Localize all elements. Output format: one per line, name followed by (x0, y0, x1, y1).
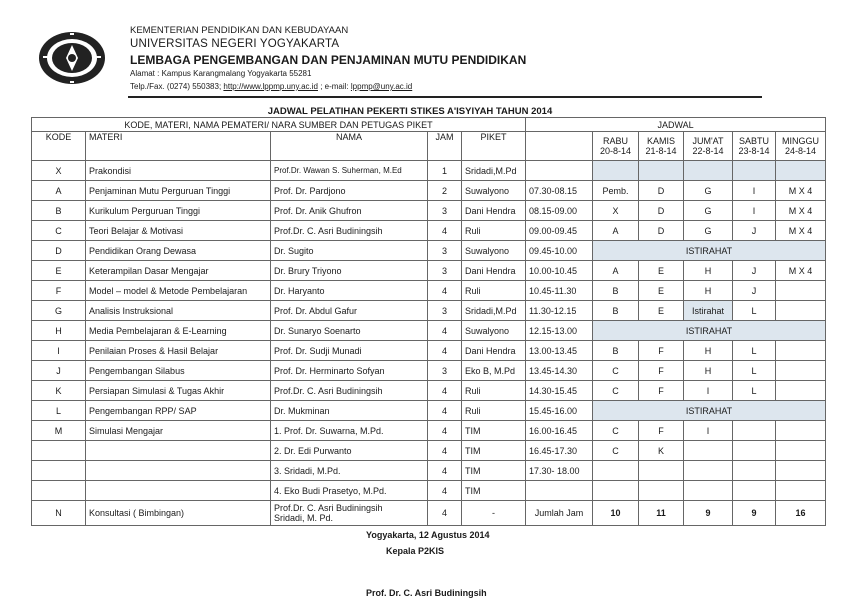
cell-day-5 (776, 361, 826, 381)
day-name: MINGGU (782, 136, 820, 146)
address: Alamat : Kampus Karangmalang Yogyakarta 55281 (130, 69, 312, 78)
cell-nama: Dr. Mukminan (271, 401, 428, 421)
cell-kode: C (32, 221, 86, 241)
cell-materi: Prakondisi (86, 161, 271, 181)
col-header-jam: JAM (428, 132, 462, 161)
cell-jam: 1 (428, 161, 462, 181)
cell-kode: G (32, 301, 86, 321)
cell-day-1: C (593, 441, 639, 461)
table-row (32, 201, 826, 221)
cell-day-2: D (639, 221, 684, 241)
cell-day-3: I (684, 421, 733, 441)
cell-day-3 (684, 161, 733, 181)
cell-day-4: I (733, 201, 776, 221)
cell-piket: Dani Hendra (462, 261, 526, 281)
cell-day-2: F (639, 421, 684, 441)
cell-materi (86, 481, 271, 501)
cell-kode: N (32, 501, 86, 526)
cell-materi (86, 461, 271, 481)
cell-jam: 4 (428, 501, 462, 526)
table-row (32, 361, 826, 381)
day-name: SABTU (738, 136, 769, 146)
col-header-day-5 (776, 132, 826, 161)
cell-materi (86, 441, 271, 461)
cell-day-4 (733, 421, 776, 441)
cell-materi: Simulasi Mengajar (86, 421, 271, 441)
table-row (32, 401, 826, 421)
table-row (32, 481, 826, 501)
cell-day-5: M X 4 (776, 221, 826, 241)
ministry-name: KEMENTERIAN PENDIDIKAN DAN KEBUDAYAAN (130, 25, 349, 36)
cell-materi: Kurikulum Perguruan Tinggi (86, 201, 271, 221)
cell-day-1: C (593, 361, 639, 381)
cell-day-1: C (593, 421, 639, 441)
cell-day-4: L (733, 381, 776, 401)
table-row (32, 501, 826, 526)
table-row (32, 341, 826, 361)
cell-day-3: Istirahat (684, 301, 733, 321)
cell-piket: Sridadi,M.Pd (462, 161, 526, 181)
cell-day-4: J (733, 261, 776, 281)
cell-piket: Suwalyono (462, 241, 526, 261)
cell-day-4: L (733, 341, 776, 361)
nama-line: Prof.Dr. C. Asri Budiningsih (274, 503, 383, 513)
cell-nama: Prof. Dr. Anik Ghufron (271, 201, 428, 221)
cell-jam: 4 (428, 381, 462, 401)
cell-materi: Persiapan Simulasi & Tugas Akhir (86, 381, 271, 401)
cell-day-3: G (684, 221, 733, 241)
cell-materi: Analisis Instruksional (86, 301, 271, 321)
cell-jam: 4 (428, 281, 462, 301)
cell-time: 09.00-09.45 (526, 221, 593, 241)
cell-day-2: F (639, 381, 684, 401)
cell-day-3 (684, 481, 733, 501)
table-row (32, 241, 826, 261)
cell-day-3 (684, 461, 733, 481)
email-link[interactable]: lppmp@uny.ac.id (350, 82, 413, 91)
cell-time: 14.30-15.45 (526, 381, 593, 401)
cell-jam: 4 (428, 221, 462, 241)
cell-jam: 3 (428, 361, 462, 381)
cell-materi: Penjaminan Mutu Perguruan Tinggi (86, 181, 271, 201)
cell-piket: TIM (462, 481, 526, 501)
cell-time: 09.45-10.00 (526, 241, 593, 261)
cell-day-2: F (639, 341, 684, 361)
cell-day-1: X (593, 201, 639, 221)
cell-piket: - (462, 501, 526, 526)
cell-day-5 (776, 441, 826, 461)
cell-day-4 (733, 441, 776, 461)
cell-day-2: D (639, 181, 684, 201)
total-day-1: 10 (593, 501, 639, 526)
cell-day-5 (776, 481, 826, 501)
university-logo (37, 30, 107, 86)
cell-nama: Prof. Dr. Abdul Gafur (271, 301, 428, 321)
cell-nama: 3. Sridadi, M.Pd. (271, 461, 428, 481)
col-header-materi: MATERI (86, 132, 271, 161)
total-day-4: 9 (733, 501, 776, 526)
cell-day-2 (639, 461, 684, 481)
break-cell: ISTIRAHAT (593, 401, 826, 421)
table-row (32, 301, 826, 321)
table-row (32, 221, 826, 241)
phone: Telp./Fax. (0274) 550383; (130, 82, 222, 91)
cell-day-5: M X 4 (776, 261, 826, 281)
cell-day-4 (733, 161, 776, 181)
cell-jam: 4 (428, 341, 462, 361)
cell-nama: Prof. Dr. Sudji Munadi (271, 341, 428, 361)
cell-day-1: B (593, 341, 639, 361)
cell-materi: Model – model & Metode Pembelajaran (86, 281, 271, 301)
cell-nama: Prof. Dr. Pardjono (271, 181, 428, 201)
cell-piket: TIM (462, 461, 526, 481)
break-cell: ISTIRAHAT (593, 241, 826, 261)
cell-time: 10.00-10.45 (526, 261, 593, 281)
cell-kode: E (32, 261, 86, 281)
cell-day-4: J (733, 281, 776, 301)
cell-time: Jumlah Jam (526, 501, 593, 526)
cell-time (526, 481, 593, 501)
cell-time: 10.45-11.30 (526, 281, 593, 301)
cell-jam: 2 (428, 181, 462, 201)
cell-materi: Pengembangan RPP/ SAP (86, 401, 271, 421)
day-date: 22-8-14 (692, 146, 724, 156)
cell-kode: L (32, 401, 86, 421)
cell-jam: 4 (428, 421, 462, 441)
nama-line: Sridadi, M. Pd. (274, 513, 334, 523)
cell-piket: Eko B, M.Pd (462, 361, 526, 381)
cell-time: 16.45-17.30 (526, 441, 593, 461)
cell-piket: Suwalyono (462, 181, 526, 201)
university-name: UNIVERSITAS NEGERI YOGYAKARTA (130, 38, 340, 50)
cell-jam: 3 (428, 301, 462, 321)
cell-day-1: B (593, 301, 639, 321)
cell-nama (271, 501, 428, 526)
group-header-left: KODE, MATERI, NAMA PEMATERI/ NARA SUMBER DAN PETUGAS PIKET (32, 118, 526, 132)
day-date: 20-8-14 (599, 146, 632, 156)
cell-day-3: G (684, 201, 733, 221)
cell-nama: Dr. Sunaryo Soenarto (271, 321, 428, 341)
signatory-position: Kepala P2KIS (386, 546, 445, 556)
cell-kode: I (32, 341, 86, 361)
contact-line (130, 83, 412, 91)
day-name: KAMIS (646, 136, 675, 146)
col-header-day-2 (639, 132, 684, 161)
cell-time: 07.30-08.15 (526, 181, 593, 201)
cell-kode: X (32, 161, 86, 181)
cell-day-4 (733, 461, 776, 481)
table-row (32, 321, 826, 341)
cell-nama: Prof.Dr. C. Asri Budiningsih (271, 381, 428, 401)
table-row (32, 281, 826, 301)
break-cell: ISTIRAHAT (593, 321, 826, 341)
cell-day-5 (776, 301, 826, 321)
cell-day-1: A (593, 221, 639, 241)
table-row (32, 261, 826, 281)
cell-jam: 3 (428, 261, 462, 281)
cell-jam: 3 (428, 241, 462, 261)
cell-day-1 (593, 161, 639, 181)
cell-time: 12.15-13.00 (526, 321, 593, 341)
cell-day-1 (593, 461, 639, 481)
cell-day-2: K (639, 441, 684, 461)
cell-day-1: C (593, 381, 639, 401)
cell-piket: Ruli (462, 381, 526, 401)
cell-kode: J (32, 361, 86, 381)
day-date: 24-8-14 (785, 146, 817, 156)
email-label: ; e-mail: (320, 82, 349, 91)
day-name: RABU (602, 136, 628, 146)
cell-day-4: L (733, 361, 776, 381)
cell-day-5 (776, 381, 826, 401)
cell-kode: F (32, 281, 86, 301)
website-link[interactable]: http://www.lppmp.uny.ac.id (223, 82, 318, 91)
cell-jam: 4 (428, 401, 462, 421)
cell-materi: Teori Belajar & Motivasi (86, 221, 271, 241)
day-date: 21-8-14 (645, 146, 677, 156)
cell-piket: Suwalyono (462, 321, 526, 341)
total-day-2: 11 (639, 501, 684, 526)
cell-piket: Sridadi,M.Pd (462, 301, 526, 321)
cell-day-4 (733, 481, 776, 501)
table-row (32, 461, 826, 481)
institute-name: LEMBAGA PENGEMBANGAN DAN PENJAMINAN MUTU PENDIDIKAN (130, 53, 527, 67)
cell-day-5: M X 4 (776, 201, 826, 221)
cell-nama: Dr. Sugito (271, 241, 428, 261)
cell-day-2: E (639, 261, 684, 281)
cell-day-2: F (639, 361, 684, 381)
cell-day-3: H (684, 341, 733, 361)
cell-day-2: E (639, 281, 684, 301)
cell-day-5 (776, 461, 826, 481)
cell-piket: TIM (462, 421, 526, 441)
cell-time: 16.00-16.45 (526, 421, 593, 441)
col-header-piket: PIKET (462, 132, 526, 161)
cell-day-1: B (593, 281, 639, 301)
schedule-table (31, 117, 826, 526)
cell-day-1: A (593, 261, 639, 281)
cell-day-3: H (684, 261, 733, 281)
cell-nama: Prof.Dr. C. Asri Budiningsih (271, 221, 428, 241)
col-header-nama: NAMA (271, 132, 428, 161)
cell-day-3: G (684, 181, 733, 201)
col-header-day-1 (593, 132, 639, 161)
cell-day-2: E (639, 301, 684, 321)
cell-materi: Konsultasi ( Bimbingan) (86, 501, 271, 526)
cell-day-1 (593, 481, 639, 501)
cell-day-4: I (733, 181, 776, 201)
cell-kode: D (32, 241, 86, 261)
table-row (32, 161, 826, 181)
cell-piket: Ruli (462, 221, 526, 241)
cell-day-5 (776, 161, 826, 181)
cell-materi: Penilaian Proses & Hasil Belajar (86, 341, 271, 361)
cell-kode: H (32, 321, 86, 341)
cell-nama: 1. Prof. Dr. Suwarna, M.Pd. (271, 421, 428, 441)
place-date: Yogyakarta, 12 Agustus 2014 (366, 530, 490, 540)
day-name: JUM'AT (692, 136, 724, 146)
table-row (32, 181, 826, 201)
cell-time: 13.00-13.45 (526, 341, 593, 361)
cell-jam: 4 (428, 441, 462, 461)
cell-day-5 (776, 421, 826, 441)
cell-time: 13.45-14.30 (526, 361, 593, 381)
cell-day-4: J (733, 221, 776, 241)
col-header-time (526, 132, 593, 161)
cell-nama: Prof. Dr. Herminarto Sofyan (271, 361, 428, 381)
table-row (32, 441, 826, 461)
cell-materi: Pengembangan Silabus (86, 361, 271, 381)
total-day-5: 16 (776, 501, 826, 526)
cell-kode (32, 461, 86, 481)
cell-time: 15.45-16.00 (526, 401, 593, 421)
cell-day-1: Pemb. (593, 181, 639, 201)
letterhead-divider (128, 96, 762, 98)
cell-nama: 4. Eko Budi Prasetyo, M.Pd. (271, 481, 428, 501)
cell-day-3: H (684, 281, 733, 301)
cell-piket: TIM (462, 441, 526, 461)
signatory-name: Prof. Dr. C. Asri Budiningsih (366, 588, 487, 598)
cell-time: 11.30-12.15 (526, 301, 593, 321)
cell-day-5 (776, 341, 826, 361)
cell-day-2 (639, 481, 684, 501)
day-date: 23-8-14 (738, 146, 770, 156)
cell-day-5: M X 4 (776, 181, 826, 201)
cell-piket: Dani Hendra (462, 201, 526, 221)
table-row (32, 421, 826, 441)
cell-time: 08.15-09.00 (526, 201, 593, 221)
cell-nama: Dr. Brury Triyono (271, 261, 428, 281)
cell-materi: Media Pembelajaran & E-Learning (86, 321, 271, 341)
group-header-jadwal: JADWAL (526, 118, 826, 132)
cell-materi: Pendidikan Orang Dewasa (86, 241, 271, 261)
cell-day-4: L (733, 301, 776, 321)
cell-nama: 2. Dr. Edi Purwanto (271, 441, 428, 461)
cell-nama: Prof.Dr. Wawan S. Suherman, M.Ed (271, 161, 428, 181)
cell-day-5 (776, 281, 826, 301)
document-title: JADWAL PELATIHAN PEKERTI STIKES A'ISYIYAH TAHUN 2014 (267, 106, 553, 117)
cell-jam: 4 (428, 321, 462, 341)
cell-materi: Keterampilan Dasar Mengajar (86, 261, 271, 281)
cell-kode (32, 441, 86, 461)
cell-jam: 4 (428, 481, 462, 501)
table-row (32, 381, 826, 401)
cell-day-3: I (684, 381, 733, 401)
cell-nama: Dr. Haryanto (271, 281, 428, 301)
cell-time: 17.30- 18.00 (526, 461, 593, 481)
cell-day-3: H (684, 361, 733, 381)
cell-time (526, 161, 593, 181)
cell-piket: Ruli (462, 401, 526, 421)
total-day-3: 9 (684, 501, 733, 526)
cell-kode: K (32, 381, 86, 401)
col-header-kode: KODE (32, 132, 86, 161)
cell-jam: 4 (428, 461, 462, 481)
cell-jam: 3 (428, 201, 462, 221)
cell-piket: Ruli (462, 281, 526, 301)
col-header-day-3 (684, 132, 733, 161)
cell-kode (32, 481, 86, 501)
cell-kode: B (32, 201, 86, 221)
cell-kode: A (32, 181, 86, 201)
col-header-day-4 (733, 132, 776, 161)
cell-kode: M (32, 421, 86, 441)
cell-day-3 (684, 441, 733, 461)
cell-day-2: D (639, 201, 684, 221)
cell-piket: Dani Hendra (462, 341, 526, 361)
cell-day-2 (639, 161, 684, 181)
